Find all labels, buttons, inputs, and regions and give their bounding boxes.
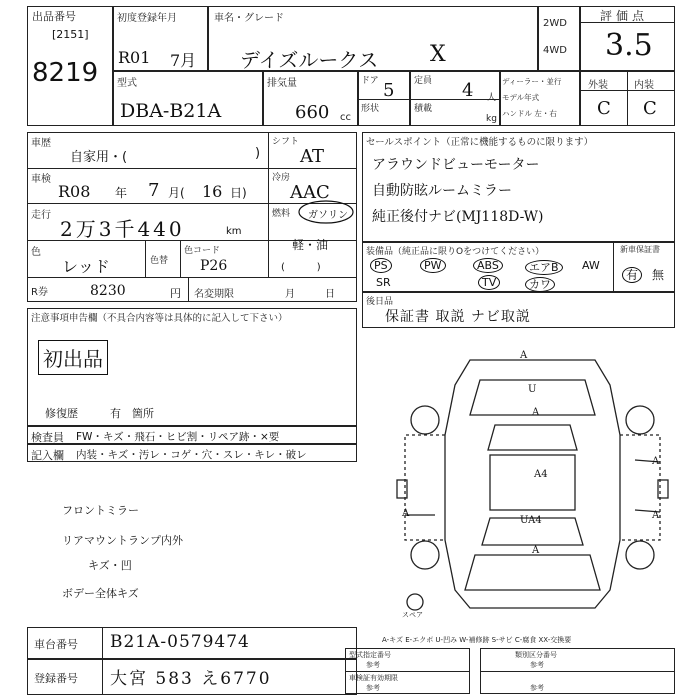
inspection-year: R08 xyxy=(58,182,91,201)
warranty-yes xyxy=(622,266,642,283)
warranty-no: 無 xyxy=(652,268,665,282)
first-reg-label: 初度登録年月 xyxy=(117,13,177,24)
fuel-gas: ガソリン xyxy=(308,210,348,221)
equip-pw xyxy=(420,259,446,272)
capacity-label: 定員 xyxy=(414,76,433,86)
displacement-label: 排気量 xyxy=(267,78,297,89)
lot-label: 出品番号 xyxy=(32,10,76,23)
color-change-label: 色替 xyxy=(150,256,169,266)
drive-4wd: 4WD xyxy=(543,45,567,56)
fuel-label: 燃料 xyxy=(272,209,291,219)
equip-ps xyxy=(370,259,392,272)
shift-value: AT xyxy=(300,146,325,167)
registration-label: 登録番号 xyxy=(34,672,78,685)
repair-value: 有 xyxy=(110,407,121,420)
after-label: 後日品 xyxy=(366,297,394,307)
mileage-value: 2万3千440 xyxy=(60,217,185,241)
capacity-value: 4 xyxy=(462,80,474,101)
equip-ps-label: PS xyxy=(370,258,392,273)
mileage-unit: km xyxy=(226,226,242,237)
damage-mark-5: A4 xyxy=(534,469,548,480)
equip-abs xyxy=(473,259,503,272)
record-label: 記入欄 xyxy=(31,449,64,462)
car-name-label: 車名・グレード xyxy=(214,13,284,24)
load-unit: kg xyxy=(486,114,497,124)
equip-sr: SR xyxy=(376,276,391,289)
score-value: 3.5 xyxy=(605,28,653,63)
equip-tv-label: TV xyxy=(478,275,500,290)
fuel-gas-circle xyxy=(296,198,356,226)
color-code: P26 xyxy=(200,258,228,274)
model-year-label: モデル年式 xyxy=(502,93,540,102)
equip-leather xyxy=(525,276,555,292)
recycle-yen: 円 xyxy=(170,287,181,300)
inspection-month: 7 xyxy=(148,180,160,201)
history-close: ) xyxy=(255,146,261,161)
damage-legend: A-キズ E-エクボ U-凹み W-補修跡 S-サビ C-腐食 XX-交換要 xyxy=(382,636,572,644)
model-value: DBA-B21A xyxy=(120,100,222,122)
cooling-label: 冷房 xyxy=(272,173,291,183)
mileage-label: 走行 xyxy=(31,210,51,221)
equip-pw-label: PW xyxy=(420,258,446,273)
cert-label: 車検証有効期限 xyxy=(349,674,398,682)
doors-value: 5 xyxy=(383,80,395,101)
interior-grade: C xyxy=(643,98,657,119)
score-label: 評価点 xyxy=(600,9,649,23)
repair-place: 箇所 xyxy=(132,407,154,420)
first-reg-month: 7月 xyxy=(170,51,197,70)
shape-label: 形状 xyxy=(361,104,380,114)
recycle-value: 8230 xyxy=(90,283,126,299)
equip-tv xyxy=(478,276,500,289)
shift-label: シフト xyxy=(272,137,300,147)
cert-reference: 参考 xyxy=(366,684,380,692)
damage-mark-7: UA4 xyxy=(520,515,542,526)
damage-mark-3: A xyxy=(532,407,540,418)
doors-label: ドア xyxy=(361,76,379,86)
car-name: デイズルークス xyxy=(240,48,379,72)
lot-number: 8219 xyxy=(32,58,99,88)
color-code-label: 色コード xyxy=(184,246,221,256)
sales-label: セールスポイント（正常に機能するものに限ります） xyxy=(366,137,594,148)
capacity-unit: 人 xyxy=(487,93,497,103)
repair-label: 修復歴 xyxy=(45,407,78,420)
model-label: 型式 xyxy=(117,78,137,89)
first-reg-year: R01 xyxy=(118,48,151,67)
warranty-yes-label: 有 xyxy=(622,267,642,283)
damage-mark-6: A xyxy=(402,508,410,519)
damage-mark-9: A xyxy=(532,545,540,556)
cooling-value: AAC xyxy=(290,182,330,203)
category-reference: 参考 xyxy=(530,661,544,669)
lot-sub: [2151] xyxy=(52,28,89,41)
first-listing: 初出品 xyxy=(38,340,108,375)
exterior-grade: C xyxy=(597,98,611,119)
designation-reference: 参考 xyxy=(366,661,380,669)
fuel-paren: ( ) xyxy=(281,262,321,273)
spare-label: スペア xyxy=(402,611,423,619)
grade: X xyxy=(430,42,446,67)
category-label: 類別区分番号 xyxy=(515,651,557,659)
footer-reference: 参考 xyxy=(530,684,544,692)
damage-mark-4: A xyxy=(652,456,660,467)
inspection-day: 16 xyxy=(202,182,223,201)
equip-abs-label: ABS xyxy=(473,258,503,273)
after-value: 保証書 取説 ナビ取説 xyxy=(385,309,531,325)
displacement-value: 660 xyxy=(295,102,330,123)
name-change-label: 名変期限 xyxy=(194,289,234,300)
inspection-year-unit: 年 xyxy=(115,186,128,200)
inspector-items: FW・キズ・飛石・ヒビ割・リペア跡・×要 xyxy=(76,431,280,443)
handle-label: ハンドル 左・右 xyxy=(502,109,557,118)
inspector-label: 検査員 xyxy=(31,431,64,444)
recycle-label: R券 xyxy=(31,287,48,298)
note-line-3: キズ・凹 xyxy=(88,559,132,572)
sales-line-2: 自動防眩ルームミラー xyxy=(372,183,512,199)
damage-mark-1: A xyxy=(520,350,528,361)
drive-2wd: 2WD xyxy=(543,18,567,29)
load-label: 積載 xyxy=(414,104,433,114)
designation-label: 型式指定番号 xyxy=(349,651,391,659)
dealer-label: ディーラー・並行 xyxy=(502,77,562,86)
displacement-unit: cc xyxy=(340,112,351,123)
inspection-day-unit: 日) xyxy=(230,186,247,200)
equip-airbag-label: エアB xyxy=(525,260,563,275)
notes-label: 注意事項申告欄（不具合内容等は具体的に記入して下さい） xyxy=(31,313,288,324)
note-line-4: ボデー全体キズ xyxy=(62,587,139,600)
chassis-value: B21A-0579474 xyxy=(110,632,250,652)
equip-leather-label: カワ xyxy=(525,277,555,292)
equipment-label: 装備品（純正品に限りOをつけてください） xyxy=(366,247,545,257)
chassis-label: 車台番号 xyxy=(34,638,78,651)
color-label: 色 xyxy=(31,247,41,258)
warranty-label: 新車保証書 xyxy=(620,245,660,254)
history-value: 自家用・( xyxy=(70,150,128,165)
drive-box xyxy=(538,6,580,71)
exterior-label: 外装 xyxy=(588,80,608,91)
fuel-light: 軽・油 xyxy=(292,238,329,252)
registration-value: 大宮 583 え6770 xyxy=(110,669,272,689)
note-line-2: リアマウントランプ内外 xyxy=(62,534,183,547)
inspection-month-unit: 月( xyxy=(168,186,185,200)
inspection-label: 車検 xyxy=(31,174,51,185)
equip-aw: AW xyxy=(582,259,600,272)
name-change-day: 日 xyxy=(325,289,335,300)
note-line-1: フロントミラー xyxy=(62,504,139,517)
sales-line-1: アラウンドビューモーター xyxy=(372,157,540,173)
equip-airbag xyxy=(525,259,563,275)
interior-label: 内装 xyxy=(634,80,654,91)
color-value: レッド xyxy=(62,257,110,276)
history-label: 車歴 xyxy=(31,138,51,149)
damage-mark-2: U xyxy=(528,384,537,395)
record-items: 内装・キズ・汚レ・コゲ・穴・スレ・キレ・破レ xyxy=(76,449,307,461)
car-diagram xyxy=(395,340,675,625)
name-change-month: 月 xyxy=(285,289,295,300)
sales-line-3: 純正後付ナビ(MJ118D-W) xyxy=(372,209,544,225)
damage-mark-8: A xyxy=(652,510,660,521)
